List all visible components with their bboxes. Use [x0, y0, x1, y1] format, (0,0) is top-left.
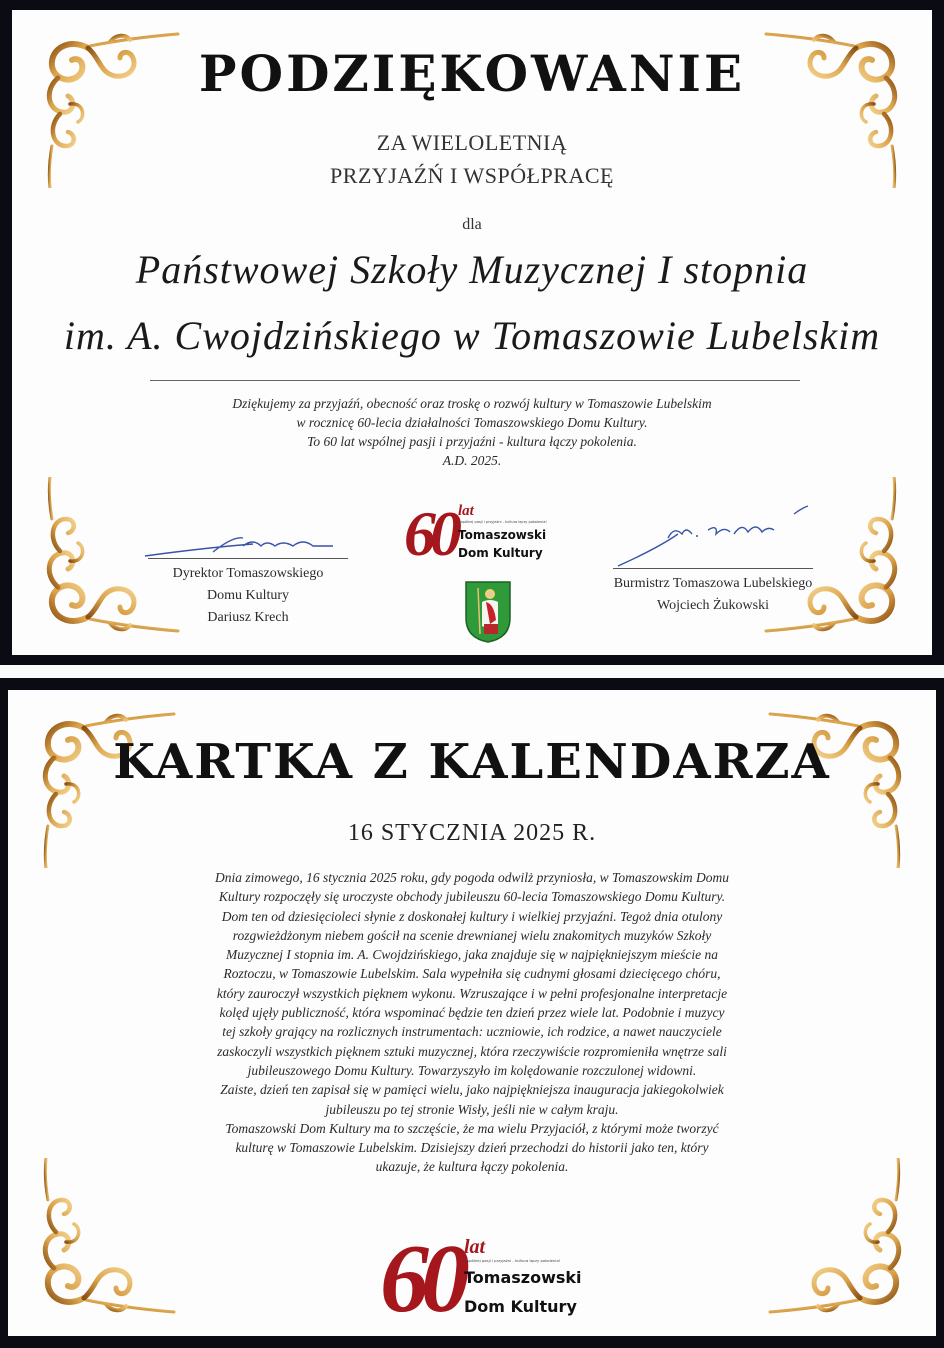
thank-you-certificate [12, 10, 932, 655]
logo-lat: lat [464, 1235, 486, 1258]
text-line: Tomaszowski Dom Kultury ma to szczęście, że ma wielu Przyjaciół, z którymi może tworzyć [225, 1120, 719, 1136]
calendar-page-card [8, 690, 936, 1336]
logo-number: 60 [404, 498, 456, 569]
calendar-date: 16 STYCZNIA 2025 R. [347, 820, 597, 846]
tdk-60-years-logo [380, 1225, 582, 1333]
logo-org-line2: Dom Kultury [464, 1297, 577, 1317]
text-line: ukazuje, że kultura łączy pokolenia. [375, 1159, 569, 1175]
text-line: tej szkoły grający na rozlicznych instrumentach: uczniowie, ich rodzice, a nawet nauczyciele [222, 1024, 722, 1040]
signatory-director [138, 532, 358, 629]
certificate-title: PODZIĘKOWANIE [198, 44, 746, 103]
thank-you-message [12, 394, 932, 470]
signature-line [148, 558, 348, 559]
signatory-role-line2: Domu Kultury [206, 588, 290, 603]
text-line: Muzycznej I stopnia im. A. Cwojdzińskiego, jaka znajduje się w najpiękniejszym mieście na [225, 947, 719, 963]
certificate-subtitle-line1: ZA WIELOLETNIĄ [376, 130, 568, 155]
text-line: zaskoczyli wszystkich pięknem sztuki muzycznej, która rzeczywiście rozpromieniła wnętrze sali [217, 1043, 727, 1059]
message-date: A.D. 2025. [442, 453, 502, 468]
recipient-line1: Państwowej Szkoły Muzycznej I stopnia [135, 247, 809, 292]
text-line: rozgwieżdżonym niebem gościł na scenie drewnianej wielu znakomitych muzyków Szkoły [232, 927, 712, 943]
signatory-name: Dariusz Krech [207, 610, 289, 625]
message-line: Dziękujemy za przyjaźń, obecność oraz troskę o rozwój kultury w Tomaszowie Lubelskim [232, 396, 712, 411]
text-line: Kultury rozpoczęły się uroczyste obchody jubileuszu 60-lecia Tomaszowskiego Domu Kultury. [218, 889, 726, 905]
logo-tagline: wspólnej pasji i przyjaźni - kultura łączy pokolenia! [458, 520, 547, 525]
text-line: Dom ten od dziesięcioleci słynie z doskonałej kultury i wielkiej przyjaźni. Tegoż dnia otulony [221, 908, 723, 924]
gold-corner-ornament-icon [768, 1158, 918, 1328]
divider [150, 380, 800, 381]
text-line: kulturę w Tomaszowie Lubelskim. Dzisiejszy dzień przechodzi do historii jako ten, który [235, 1140, 709, 1156]
logo-number: 60 [380, 1225, 462, 1333]
calendar-text [8, 868, 936, 1177]
signatory-name: Wojciech Żukowski [656, 598, 769, 613]
text-line: który zauroczył wszystkich pięknem wykonu. Wzruszające i w pełni profesjonalne interpretacje [216, 985, 728, 1001]
for-label: dla [462, 216, 482, 233]
logo-lat: lat [458, 503, 474, 520]
text-line: Roztoczu, w Tomaszowie Lubelskim. Sala wypełniła się cudnymi głosami dziecięcego chóru, [223, 966, 721, 982]
recipient-line2: im. A. Cwojdzińskiego w Tomaszowie Lubelskim [63, 313, 881, 358]
message-line: w rocznicę 60-lecia działalności Tomaszowskiego Domu Kultury. [296, 415, 648, 430]
signatory-mayor [578, 504, 848, 617]
logo-org-line1: Tomaszowski [464, 1268, 582, 1288]
tdk-60-years-logo [404, 498, 547, 569]
message-line: To 60 lat wspólnej pasji i przyjaźni - kultura łączy pokolenia. [307, 434, 637, 449]
separator-strip [0, 665, 944, 678]
coat-of-arms-icon [464, 580, 512, 644]
text-line: kolęd ujęły publiczność, która wspominać będzie ten dzień przez wiele lat. Podobnie i muzycy [219, 1005, 725, 1021]
text-line: Dnia zimowego, 16 stycznia 2025 roku, gdy pogoda odwilż przyniosła, w Tomaszowskim Domu [215, 870, 729, 885]
signature-krech-icon [138, 532, 358, 558]
certificate-subtitle-line2: PRZYJAŹŃ I WSPÓŁPRACĘ [330, 163, 614, 188]
signatory-role-line1: Dyrektor Tomaszowskiego [172, 566, 324, 581]
signature-zukowski-icon [578, 504, 848, 568]
logo-org-line2: Dom Kultury [458, 546, 543, 561]
signatory-role: Burmistrz Tomaszowa Lubelskiego [613, 576, 813, 591]
text-line: jubileuszu po tej stronie Wisły, jeśli nie w całym kraju. [325, 1101, 619, 1117]
signature-line [613, 568, 813, 569]
calendar-title: KARTKA Z KALENDARZA [113, 734, 831, 790]
text-line: Zaiste, dzień ten zapisał się w pamięci wielu, jako najpiękniejsza inauguracja jakiegokolwiek [220, 1082, 724, 1098]
text-line: jubileuszowego Domu Kultury. Towarzyszyło im kolędowanie rozczulonej widowni. [247, 1062, 697, 1078]
logo-tagline: wspólnej pasji i przyjaźni - kultura łączy pokolenia! [464, 1257, 561, 1263]
gold-corner-ornament-icon [26, 1158, 176, 1328]
logo-org-line1: Tomaszowski [458, 527, 547, 542]
